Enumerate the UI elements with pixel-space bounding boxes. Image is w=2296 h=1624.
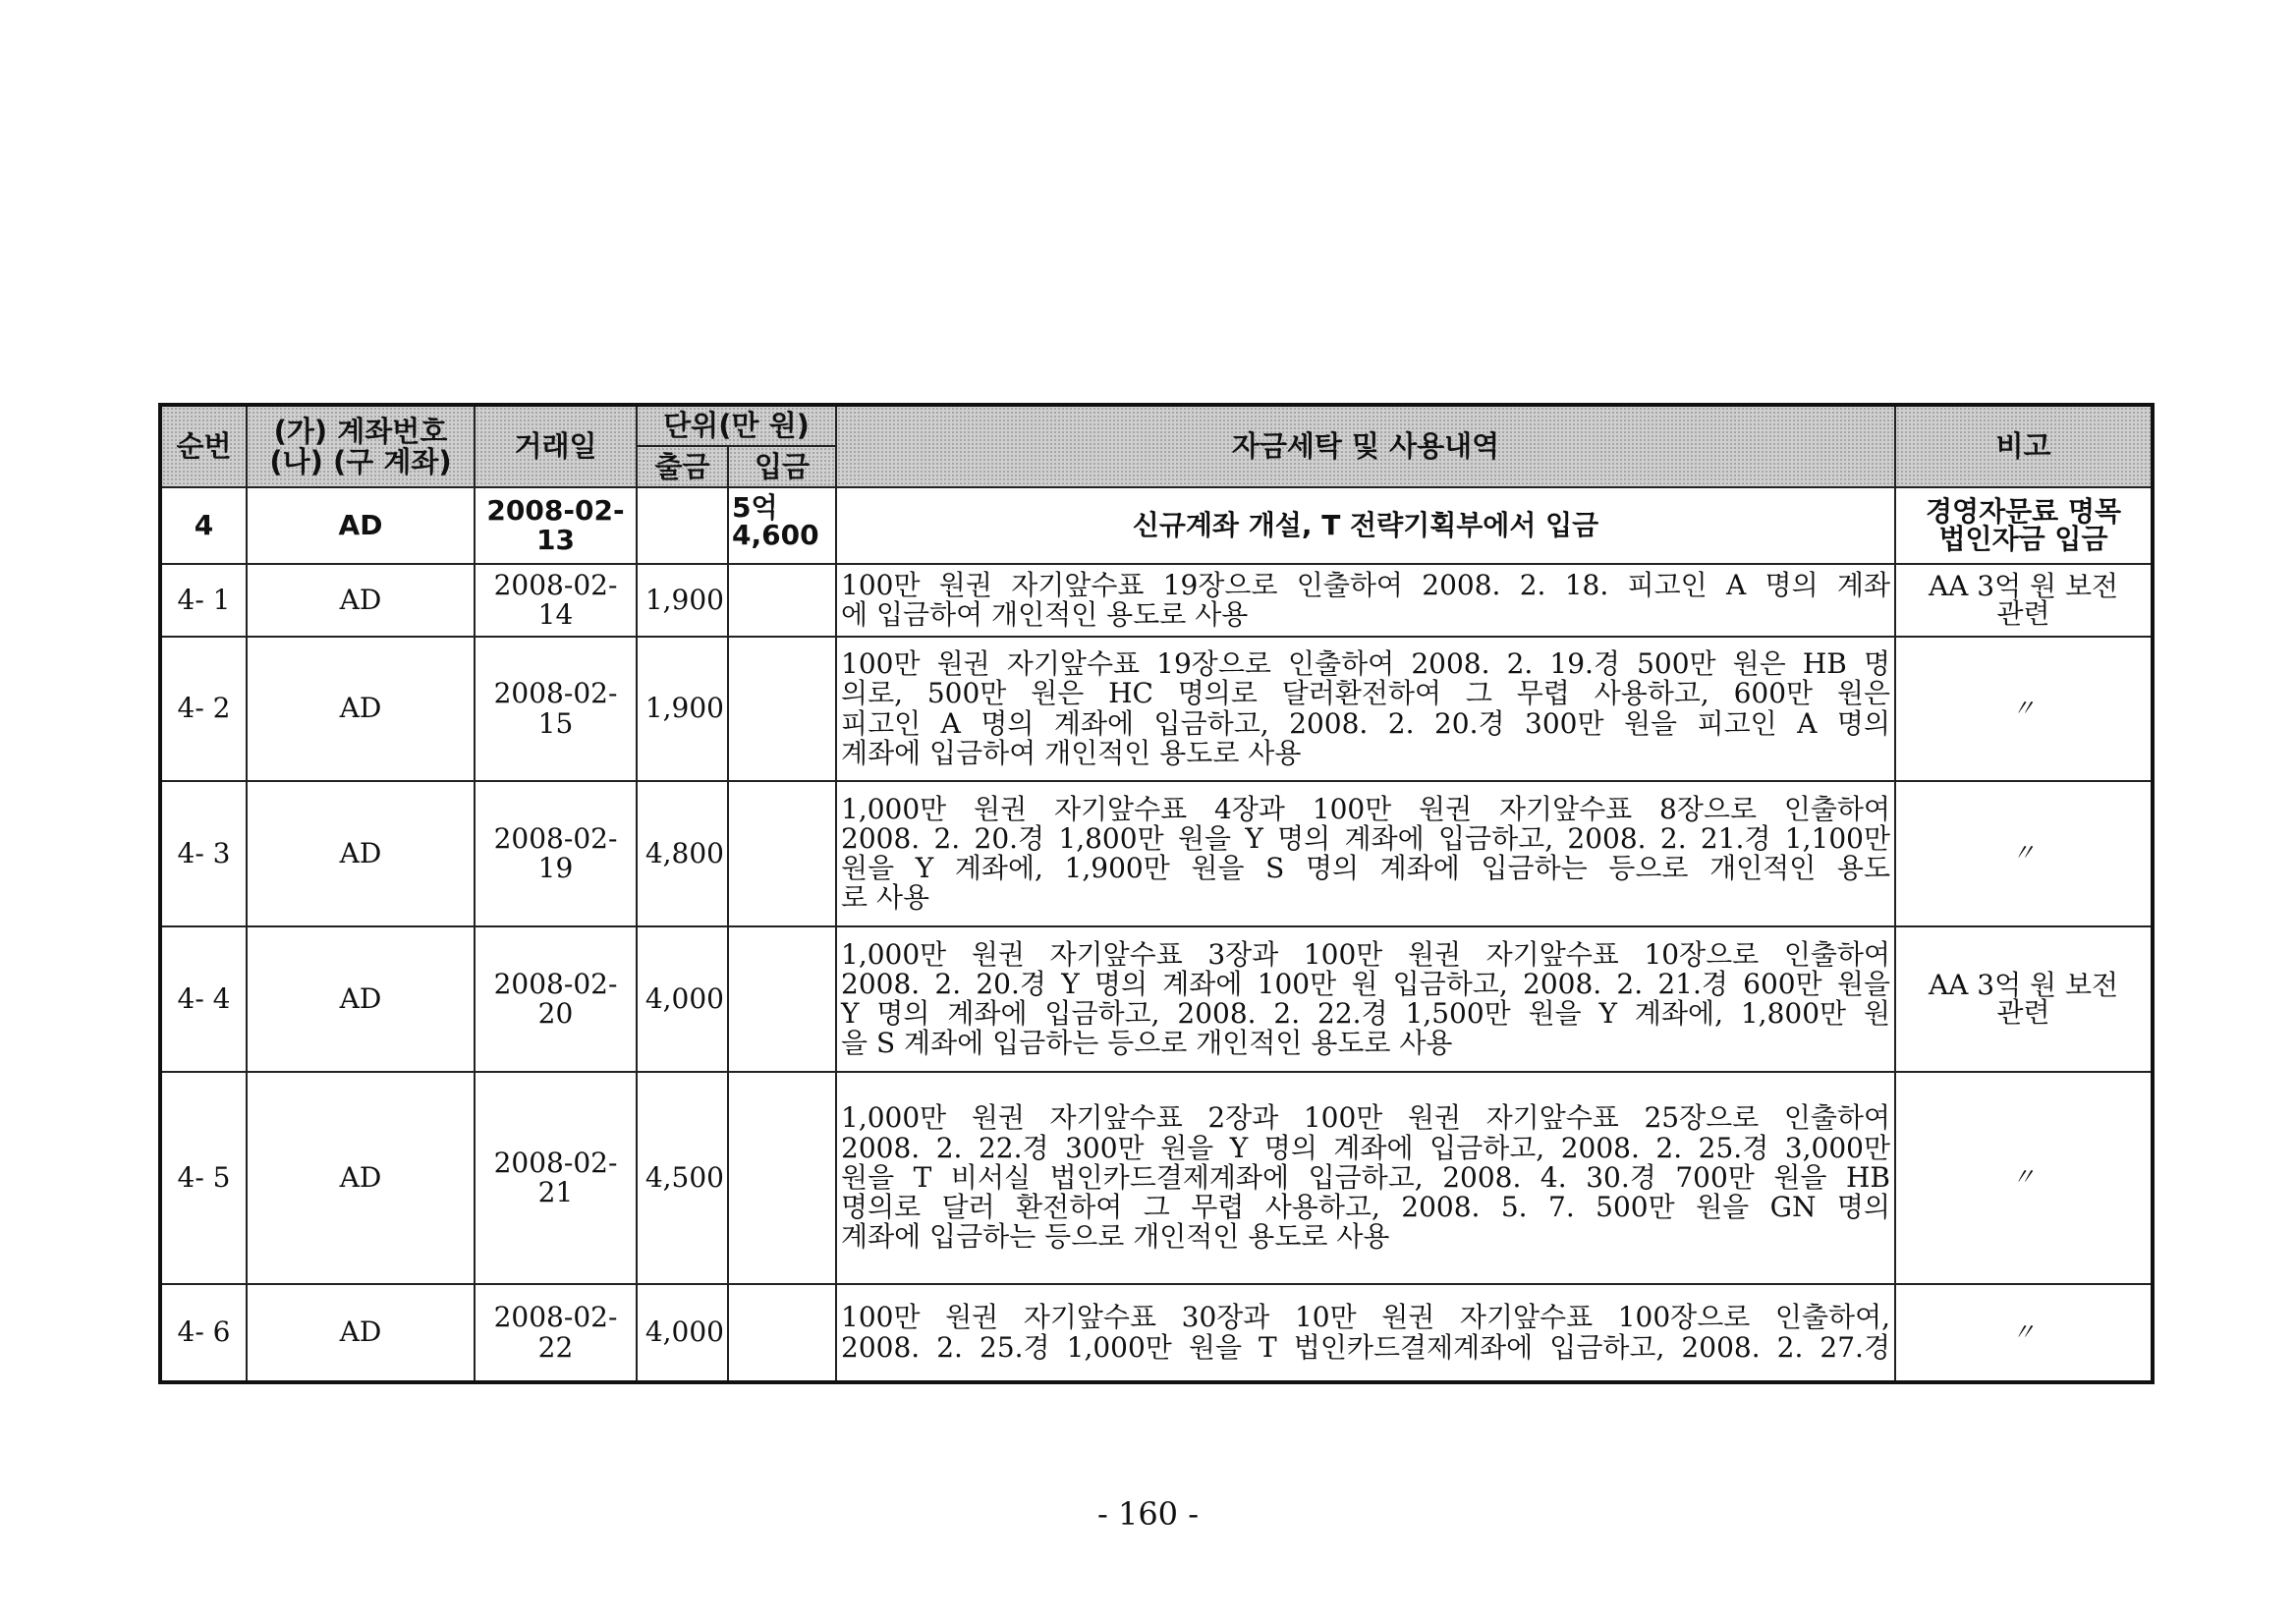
cell-note: 〃 xyxy=(1895,1284,2153,1382)
cell-account: AD xyxy=(247,1284,475,1382)
ledger-table xyxy=(158,403,2155,1384)
cell-withdraw: 4,000 xyxy=(637,926,728,1072)
desc-line: 원을 T 비서실 법인카드결제계좌에 입금하고, 2008. 4. 30.경 700만 원을 HB xyxy=(841,1160,1891,1194)
cell-date: 2008-02-21 xyxy=(475,1072,637,1284)
note-line1: 경영자문료 명목 xyxy=(1925,495,2122,528)
cell-date: 2008-02-13 xyxy=(475,487,637,564)
cell-withdraw: 4,500 xyxy=(637,1072,728,1284)
table-row xyxy=(160,1284,2153,1382)
header-account xyxy=(247,405,475,487)
table-header xyxy=(160,405,2153,487)
desc-line: 2008. 2. 20.경 1,800만 원을 Y 명의 계좌에 입금하고, 2008. 2. 21.경 1,100만 xyxy=(841,821,1891,855)
cell-note: 〃 xyxy=(1895,1072,2153,1284)
header-date: 거래일 xyxy=(475,405,637,487)
table-row xyxy=(160,637,2153,781)
cell-desc xyxy=(836,1284,1895,1382)
desc-line: 계좌에 입금하는 등으로 개인적인 용도로 사용 xyxy=(841,1220,1390,1254)
header-account-line1: (가) 계좌번호 xyxy=(273,415,448,449)
desc-line: 을 S 계좌에 입금하는 등으로 개인적인 용도로 사용 xyxy=(841,1027,1453,1060)
cell-seq: 4- 5 xyxy=(160,1072,247,1284)
cell-account: AD xyxy=(247,637,475,781)
cell-desc xyxy=(836,926,1895,1072)
cell-date: 2008-02-22 xyxy=(475,1284,637,1382)
cell-deposit xyxy=(728,1284,836,1382)
cell-withdraw: 4,800 xyxy=(637,781,728,926)
note-line1: AA 3억 원 보전 xyxy=(1928,570,2119,602)
cell-seq: 4- 2 xyxy=(160,637,247,781)
desc-line: 계좌에 입금하여 개인적인 용도로 사용 xyxy=(841,736,1302,769)
header-seq: 순번 xyxy=(160,405,247,487)
cell-date: 2008-02-20 xyxy=(475,926,637,1072)
cell-withdraw: 1,900 xyxy=(637,564,728,637)
note-line2: 법인자금 입금 xyxy=(1938,523,2108,555)
table-row xyxy=(160,487,2153,564)
cell-account: AD xyxy=(247,564,475,637)
table-row xyxy=(160,781,2153,926)
cell-note: 〃 xyxy=(1895,637,2153,781)
desc-line: 로 사용 xyxy=(841,881,930,915)
cell-date: 2008-02-14 xyxy=(475,564,637,637)
cell-deposit xyxy=(728,487,836,564)
cell-withdraw xyxy=(637,487,728,564)
table-body xyxy=(160,487,2153,1382)
desc-line: 100만 원권 자기앞수표 19장으로 인출하여 2008. 2. 19.경 500만 원은 HB 명 xyxy=(841,647,1891,681)
cell-deposit xyxy=(728,564,836,637)
note-line2: 관련 xyxy=(1996,996,2050,1029)
desc-line: 명의로 달러 환전하여 그 무렵 사용하고, 2008. 5. 7. 500만 원을 GN 명의 xyxy=(841,1191,1891,1224)
note-line1: AA 3억 원 보전 xyxy=(1928,969,2119,1001)
cell-desc xyxy=(836,637,1895,781)
header-deposit: 입금 xyxy=(728,446,836,487)
cell-note xyxy=(1895,564,2153,637)
cell-account: AD xyxy=(247,487,475,564)
cell-deposit xyxy=(728,781,836,926)
cell-deposit xyxy=(728,637,836,781)
desc-line: 2008. 2. 22.경 300만 원을 Y 명의 계좌에 입금하고, 2008. 2. 25.경 3,000만 xyxy=(841,1131,1891,1164)
header-note: 비고 xyxy=(1895,405,2153,487)
cell-seq: 4- 4 xyxy=(160,926,247,1072)
cell-seq: 4- 3 xyxy=(160,781,247,926)
cell-note xyxy=(1895,487,2153,564)
cell-seq: 4 xyxy=(160,487,247,564)
table-row xyxy=(160,564,2153,637)
deposit-line2: 4,600 xyxy=(732,519,819,551)
cell-account: AD xyxy=(247,926,475,1072)
cell-desc xyxy=(836,564,1895,637)
cell-seq: 4- 6 xyxy=(160,1284,247,1382)
desc-line: 피고인 A 명의 계좌에 입금하고, 2008. 2. 20.경 300만 원을 피고인 A 명의 xyxy=(841,706,1891,740)
cell-seq: 4- 1 xyxy=(160,564,247,637)
header-unit: 단위(만 원) xyxy=(637,405,836,446)
table-row xyxy=(160,926,2153,1072)
desc-line: 2008. 2. 20.경 Y 명의 계좌에 100만 원 입금하고, 2008. 2. 21.경 600만 원을 xyxy=(841,967,1891,1000)
desc-line: 100만 원권 자기앞수표 30장과 10만 원권 자기앞수표 100장으로 인출하여, xyxy=(841,1301,1891,1334)
cell-deposit xyxy=(728,1072,836,1284)
page-number: - 160 - xyxy=(1096,1495,1200,1533)
desc-line: 2008. 2. 25.경 1,000만 원을 T 법인카드결제계좌에 입금하고, 2008. 2. 27.경 xyxy=(841,1330,1891,1364)
desc-line: Y 명의 계좌에 입금하고, 2008. 2. 22.경 1,500만 원을 Y 계좌에, 1,800만 원 xyxy=(841,997,1891,1030)
cell-desc: 신규계좌 개설, T 전략기획부에서 입금 xyxy=(836,487,1895,564)
transaction-ledger xyxy=(158,403,2151,1384)
desc-line: 의로, 500만 원은 HC 명의로 달러환전하여 그 무렵 사용하고, 600만 원은 xyxy=(841,677,1891,710)
cell-withdraw: 4,000 xyxy=(637,1284,728,1382)
cell-deposit xyxy=(728,926,836,1072)
cell-note xyxy=(1895,926,2153,1072)
desc-line: 에 입금하여 개인적인 용도로 사용 xyxy=(841,598,1249,631)
desc-line: 1,000만 원권 자기앞수표 4장과 100만 원권 자기앞수표 8장으로 인출하여 xyxy=(841,792,1891,825)
note-line2: 관련 xyxy=(1996,597,2050,630)
cell-date: 2008-02-15 xyxy=(475,637,637,781)
cell-account: AD xyxy=(247,1072,475,1284)
desc-line: 원을 Y 계좌에, 1,900만 원을 S 명의 계좌에 입금하는 등으로 개인적인 용도 xyxy=(841,852,1891,884)
desc-line: 1,000만 원권 자기앞수표 3장과 100만 원권 자기앞수표 10장으로 인출하여 xyxy=(841,937,1891,971)
header-desc: 자금세탁 및 사용내역 xyxy=(836,405,1895,487)
table-row xyxy=(160,1072,2153,1284)
cell-note: 〃 xyxy=(1895,781,2153,926)
cell-date: 2008-02-19 xyxy=(475,781,637,926)
cell-desc xyxy=(836,1072,1895,1284)
desc-line: 1,000만 원권 자기앞수표 2장과 100만 원권 자기앞수표 25장으로 인출하여 xyxy=(841,1101,1891,1135)
cell-account: AD xyxy=(247,781,475,926)
header-account-line2: (나) (구 계좌) xyxy=(269,444,452,478)
cell-desc xyxy=(836,781,1895,926)
deposit-line1: 5억 xyxy=(732,491,778,524)
desc-line: 100만 원권 자기앞수표 19장으로 인출하여 2008. 2. 18. 피고인 A 명의 계좌 xyxy=(841,568,1891,601)
header-withdraw: 출금 xyxy=(637,446,728,487)
cell-withdraw: 1,900 xyxy=(637,637,728,781)
